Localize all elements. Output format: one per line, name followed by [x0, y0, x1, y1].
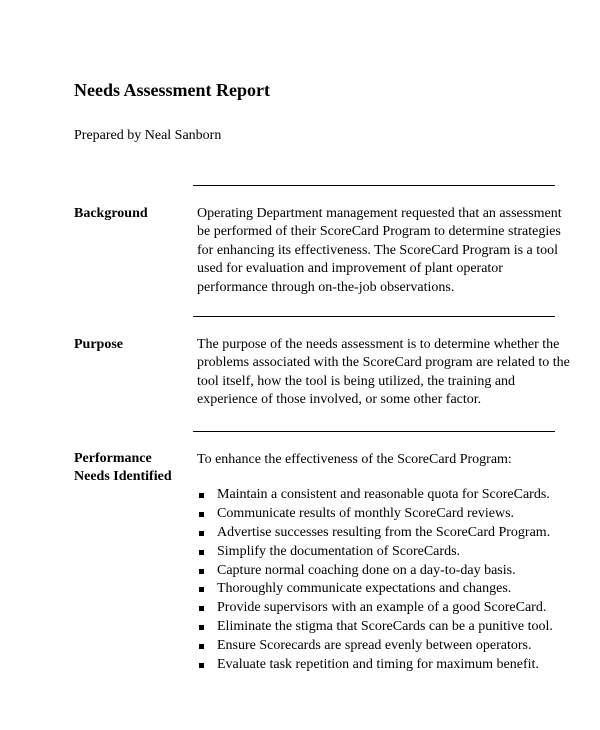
section-text-background [197, 205, 567, 297]
list-item [197, 505, 553, 524]
bullet-square-icon [199, 512, 204, 517]
list-item [197, 543, 553, 562]
section-label-purpose: Purpose [74, 337, 123, 352]
bullet-text: Capture normal coaching done on a day-to-day basis. [217, 562, 516, 578]
list-item [197, 580, 553, 599]
list-item [197, 637, 553, 656]
list-item [197, 618, 553, 637]
bullet-text: Eliminate the stigma that ScoreCards can be a punitive tool. [217, 619, 553, 635]
section-divider-background [193, 185, 555, 186]
text-line: performance through on-the-job observations. [197, 279, 455, 295]
text-line: experience of those involved, or some other factor. [197, 392, 482, 408]
text-line: Operating Department management requested that an assessment [197, 206, 562, 221]
section-intro-performance: To enhance the effectiveness of the ScoreCard Program: [197, 452, 512, 467]
list-item [197, 599, 553, 618]
bullet-text: Advertise successes resulting from the ScoreCard Program. [217, 524, 551, 540]
bullet-text: Provide supervisors with an example of a good ScoreCard. [217, 600, 547, 616]
section-label-background: Background [74, 206, 148, 221]
list-item [197, 562, 553, 581]
bullet-text: Thoroughly communicate expectations and changes. [217, 581, 512, 597]
bullet-square-icon [199, 663, 204, 668]
bullet-square-icon [199, 625, 204, 630]
prepared-by-line: Prepared by Neal Sanborn [74, 128, 222, 143]
section-divider-performance [193, 431, 555, 432]
text-line: for enhancing its effectiveness. The ScoreCard Program is a tool [197, 242, 559, 258]
bullet-square-icon [199, 644, 204, 649]
text-line: tool itself, how the tool is being utilized, the training and [197, 373, 516, 389]
bullet-text: Communicate results of monthly ScoreCard reviews. [217, 505, 515, 521]
bullet-text: Simplify the documentation of ScoreCards. [217, 543, 461, 559]
text-line: problems associated with the ScoreCard program are related to the [197, 355, 570, 371]
list-item [197, 486, 553, 505]
section-text-purpose [197, 336, 570, 410]
bullet-text: Maintain a consistent and reasonable quota for ScoreCards. [217, 487, 550, 502]
list-item [197, 656, 553, 675]
list-item [197, 524, 553, 543]
bullet-square-icon [199, 493, 204, 498]
section-label-performance [74, 450, 192, 486]
needs-bullet-list [197, 486, 553, 675]
report-title: Needs Assessment Report [74, 80, 270, 100]
label-line: Needs Identified [74, 469, 172, 484]
bullet-square-icon [199, 606, 204, 611]
text-line: The purpose of the needs assessment is to determine whether the [197, 337, 560, 352]
text-line: used for evaluation and improvement of plant operator [197, 261, 503, 277]
bullet-text: Evaluate task repetition and timing for maximum benefit. [217, 657, 539, 673]
text-line: be performed of their ScoreCard Program to determine strategies [197, 224, 561, 240]
bullet-square-icon [199, 587, 204, 592]
bullet-text: Ensure Scorecards are spread evenly between operators. [217, 638, 532, 654]
bullet-square-icon [199, 531, 204, 536]
section-divider-purpose [193, 316, 555, 317]
label-line: Performance [74, 451, 152, 466]
bullet-square-icon [199, 569, 204, 574]
bullet-square-icon [199, 550, 204, 555]
